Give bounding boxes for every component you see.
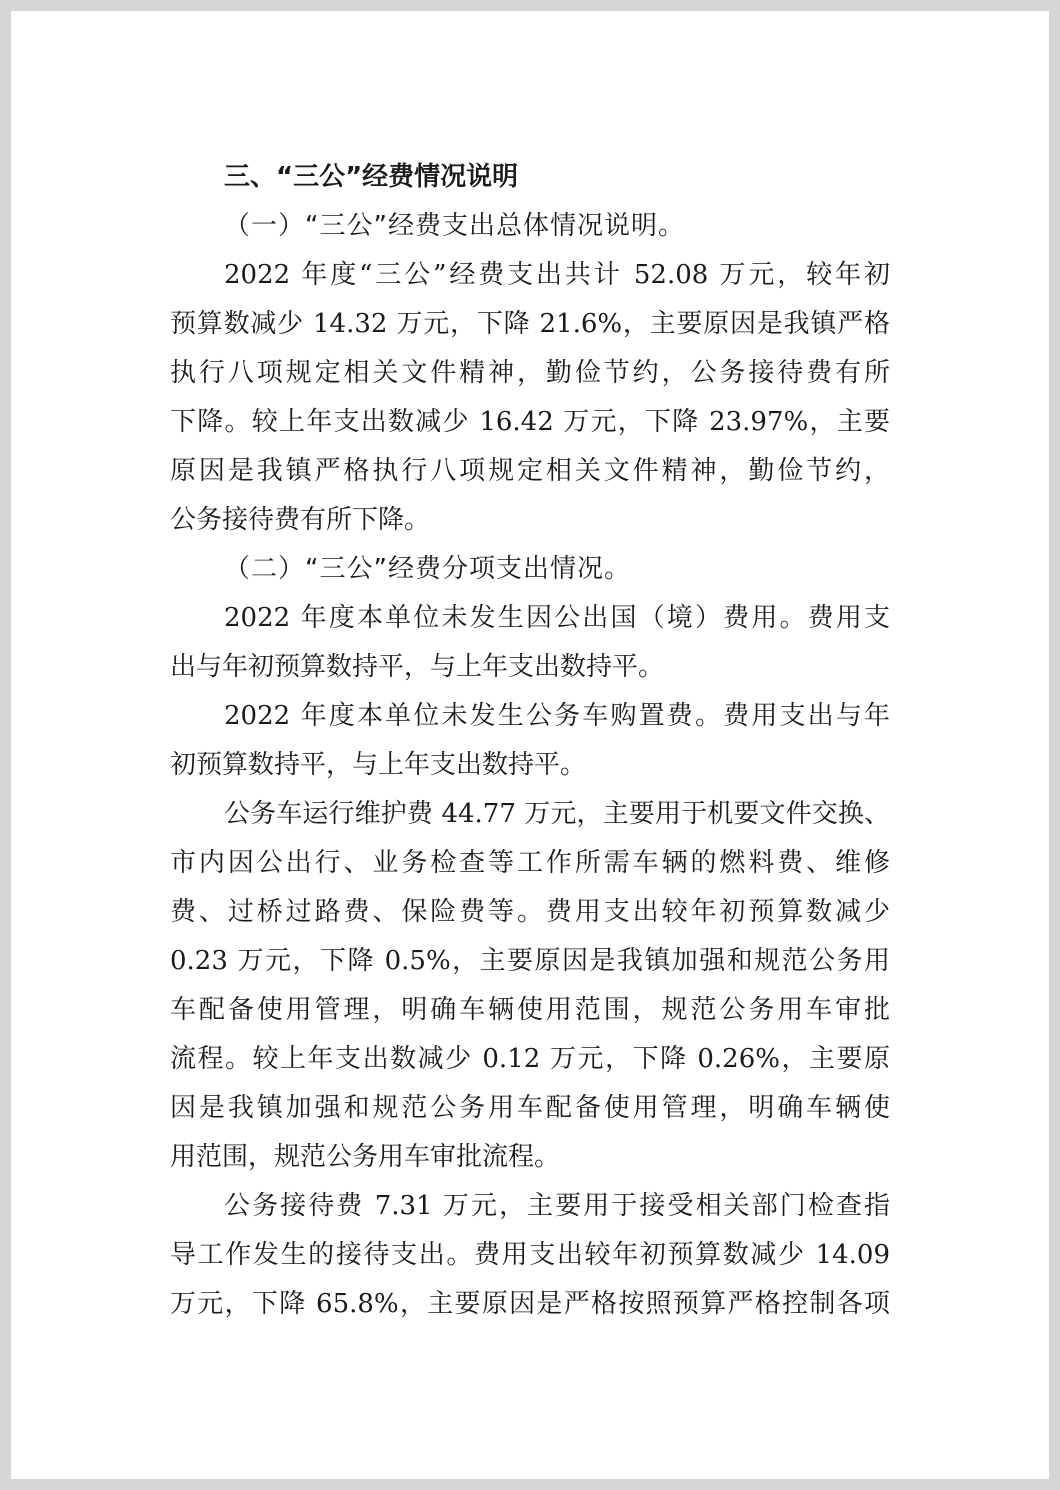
- paragraph-line: 市内因公出行、业务检查等工作所需车辆的燃料费、维修: [170, 848, 890, 878]
- paragraph-line: 预算数减少 14.32 万元，下降 21.6%，主要原因是我镇严格: [170, 309, 890, 339]
- paragraph-line: 车配备使用管理，明确车辆使用范围，规范公务用车审批: [170, 995, 890, 1025]
- paragraph-line: 导工作发生的接待支出。费用支出较年初预算数减少 14.09: [170, 1240, 890, 1270]
- paragraph-line: 初预算数持平，与上年支出数持平。: [170, 750, 587, 780]
- paragraph-line: 0.23 万元，下降 0.5%，主要原因是我镇加强和规范公务用: [170, 946, 890, 976]
- paragraph-line: 万元，下降 65.8%，主要原因是严格按照预算严格控制各项: [170, 1289, 890, 1319]
- document-page: [11, 11, 1049, 1479]
- paragraph-line: 流程。较上年支出数减少 0.12 万元，下降 0.26%，主要原: [170, 1044, 890, 1074]
- paragraph-line: 2022 年度本单位未发生因公出国（境）费用。费用支: [224, 603, 890, 633]
- paragraph-line: 公务接待费有所下降。: [170, 505, 431, 535]
- paragraph-line: 下降。较上年支出数减少 16.42 万元，下降 23.97%，主要: [170, 407, 890, 437]
- paragraph-line: 2022 年度“三公”经费支出共计 52.08 万元，较年初: [224, 260, 890, 290]
- paragraph-line: 原因是我镇严格执行八项规定相关文件精神，勤俭节约，: [170, 456, 890, 486]
- subsection-title-overall: （一）“三公”经费支出总体情况说明。: [224, 211, 685, 241]
- paragraph-line: 出与年初预算数持平，与上年支出数持平。: [170, 652, 665, 682]
- paragraph-line: 用范围，规范公务用车审批流程。: [170, 1142, 561, 1172]
- section-heading: 三、“三公”经费情况说明: [224, 162, 519, 192]
- paragraph-line: 公务车运行维护费 44.77 万元，主要用于机要文件交换、: [224, 799, 890, 829]
- paragraph-line: 2022 年度本单位未发生公务车购置费。费用支出与年: [224, 701, 890, 731]
- paragraph-line: 公务接待费 7.31 万元，主要用于接受相关部门检查指: [224, 1191, 890, 1221]
- paragraph-line: 费、过桥过路费、保险费等。费用支出较年初预算数减少: [170, 897, 890, 927]
- paragraph-line: 因是我镇加强和规范公务用车配备使用管理，明确车辆使: [170, 1093, 890, 1123]
- subsection-title-itemized: （二）“三公”经费分项支出情况。: [224, 554, 631, 584]
- paragraph-line: 执行八项规定相关文件精神，勤俭节约，公务接待费有所: [170, 358, 890, 388]
